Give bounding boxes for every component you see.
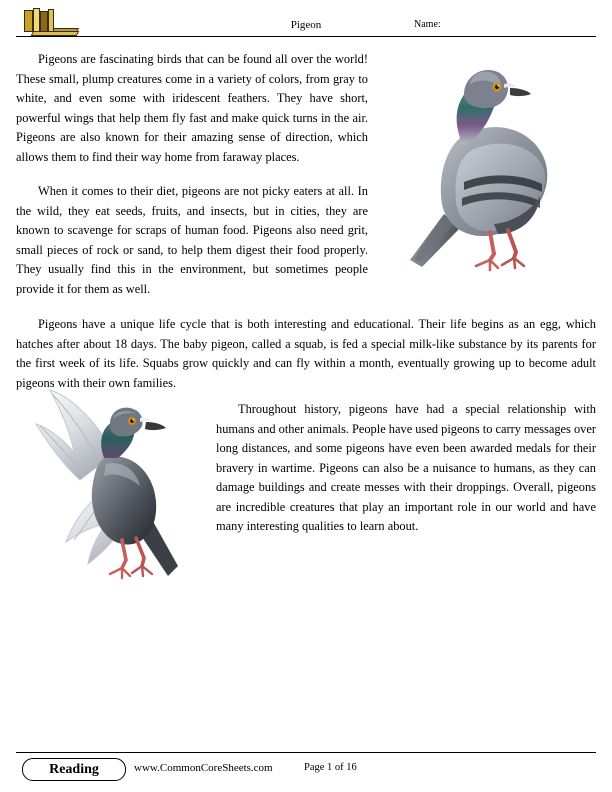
pigeon-standing-photo	[398, 46, 598, 286]
left-column	[16, 50, 368, 299]
subject-badge: Reading	[22, 758, 126, 781]
paragraph-gap	[16, 167, 368, 182]
paragraph-1: Pigeons are fascinating birds that can be found all over the world! These small, plump creatures come in a variety of colors, from gray to white, and even some with iridescent feathers. They have short, powerful wings that help them fly fast and make quick turns in the air. Pigeons are also known for their amazing sense of direction, which allows them to find their way home from faraway places.	[16, 52, 368, 164]
header-divider	[16, 36, 596, 37]
paragraph-4: Throughout history, pigeons have had a special relationship with humans and other animals. People have used pigeons to carry messages over long distances, and some pigeons have even been awarded medals for their bravery in wartime. Pigeons can also be a nuisance to humans, as they can damage buildings and create messes with their droppings. Overall, pigeons are incredible creatures that play an important role in our world and have many interesting qualities to learn about.	[216, 402, 596, 533]
page-footer	[0, 752, 612, 792]
page-header	[0, 0, 612, 38]
footer-website: www.CommonCoreSheets.com	[134, 762, 273, 774]
page-title: Pigeon	[290, 19, 322, 31]
paragraph-3: Pigeons have a unique life cycle that is both interesting and educational. Their life begins as an egg, which hatches after about 18 days. The baby pigeon, called a squab, is fed a special milk-like substance by its parents for the first week of its life. Squabs grow quickly and can fly within a month, eventually growing up to become adult pigeons with their own families.	[16, 317, 596, 390]
footer-page-number: Page 1 of 16	[304, 762, 357, 773]
pigeon-flying-photo	[18, 380, 198, 610]
name-field-label: Name:	[414, 19, 441, 30]
paragraph-2: When it comes to their diet, pigeons are not picky eaters at all. In the wild, they eat seeds, fruits, and insects, but in cities, they are known to scavenge for scraps of human food. Pigeons also need grit, small pieces of rock or sand, to help them digest their food properly. They usually find this in the environment, but sometimes people provide it for them as well.	[16, 184, 368, 296]
